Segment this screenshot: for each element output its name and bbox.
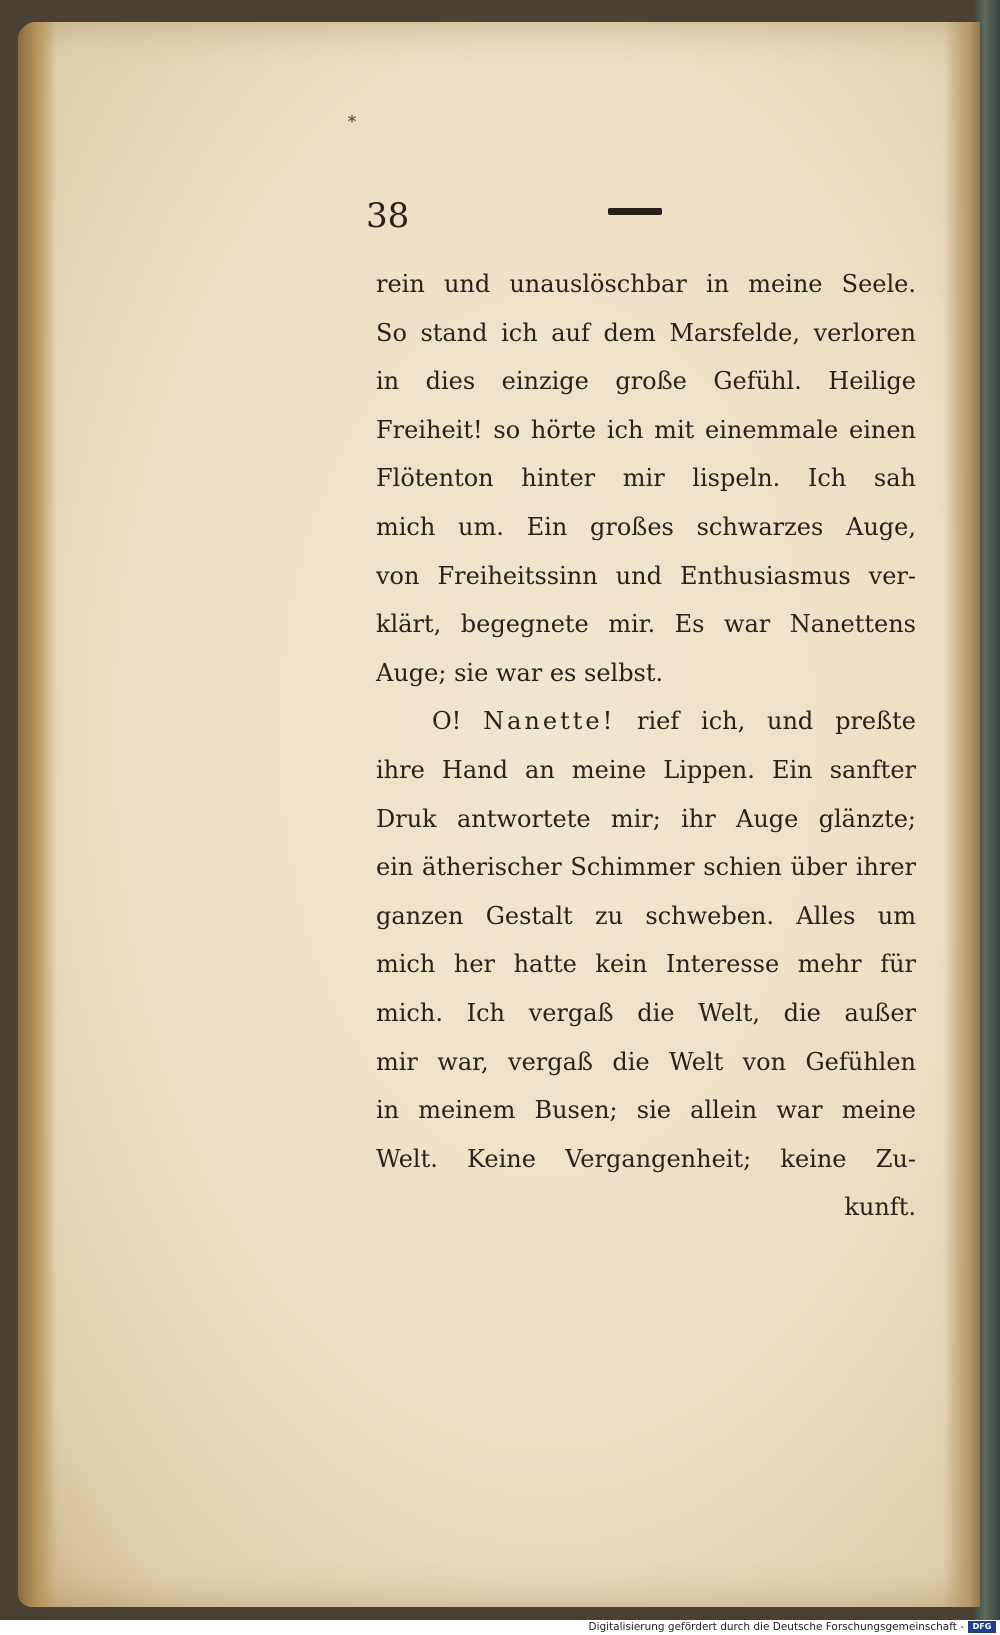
text-line: mich. Ich vergaß die Welt, die außer <box>376 998 916 1027</box>
text-line: mich um. Ein großes schwarzes Auge, <box>376 512 916 541</box>
page-edge-shadow <box>944 22 980 1607</box>
text-line: Auge; sie war es selbst. <box>376 658 664 687</box>
text-line: von Freiheitssinn und Enthusiasmus ver- <box>376 561 916 590</box>
ornament-mark: * <box>348 112 356 131</box>
text-line: ganzen Gestalt zu schweben. Alles um <box>376 901 916 930</box>
dfg-logo-icon: DFG <box>968 1621 996 1633</box>
text-fragment: rief ich, und preßte <box>615 707 916 736</box>
text-line: rein und unauslöschbar in meine Seele. <box>376 270 916 298</box>
text-line: mich her hatte kein Interesse mehr für <box>376 950 916 979</box>
character-name: Nanette! <box>483 707 616 736</box>
text-line: ihre Hand an meine Lippen. Ein sanfter <box>376 755 916 784</box>
text-line: klärt, begegnete mir. Es war Nanettens <box>376 610 916 639</box>
page-number: 38 <box>366 196 410 236</box>
text-line: Druk antwortete mir; ihr Auge glänzte; <box>376 804 916 833</box>
text-line: in dies einzige große Gefühl. Heilige <box>376 367 916 396</box>
text-line: Welt. Keine Vergangenheit; keine Zu- <box>376 1144 916 1173</box>
paragraph-first-line <box>376 697 916 746</box>
text-line: Flötenton hinter mir lispeln. Ich sah <box>376 464 916 493</box>
text-line: mir war, vergaß die Welt von Gefühlen <box>376 1047 916 1076</box>
text-line: Freiheit! so hörte ich mit einemmale einen <box>376 415 916 444</box>
text-line: ein ätherischer Schimmer schien über ihrer <box>376 853 916 882</box>
text-line-last: kunft. <box>844 1193 916 1222</box>
text-line: So stand ich auf dem Marsfelde, verloren <box>376 318 916 347</box>
header-rule <box>608 208 662 215</box>
text-fragment: O! <box>432 707 484 736</box>
body-text <box>376 260 916 1232</box>
digitization-credit: Digitalisierung gefördert durch die Deutsche Forschungsgemeinschaft - <box>588 1621 964 1633</box>
text-line: in meinem Busen; sie allein war meine <box>376 1096 916 1125</box>
page-gutter-stain <box>18 22 56 1607</box>
